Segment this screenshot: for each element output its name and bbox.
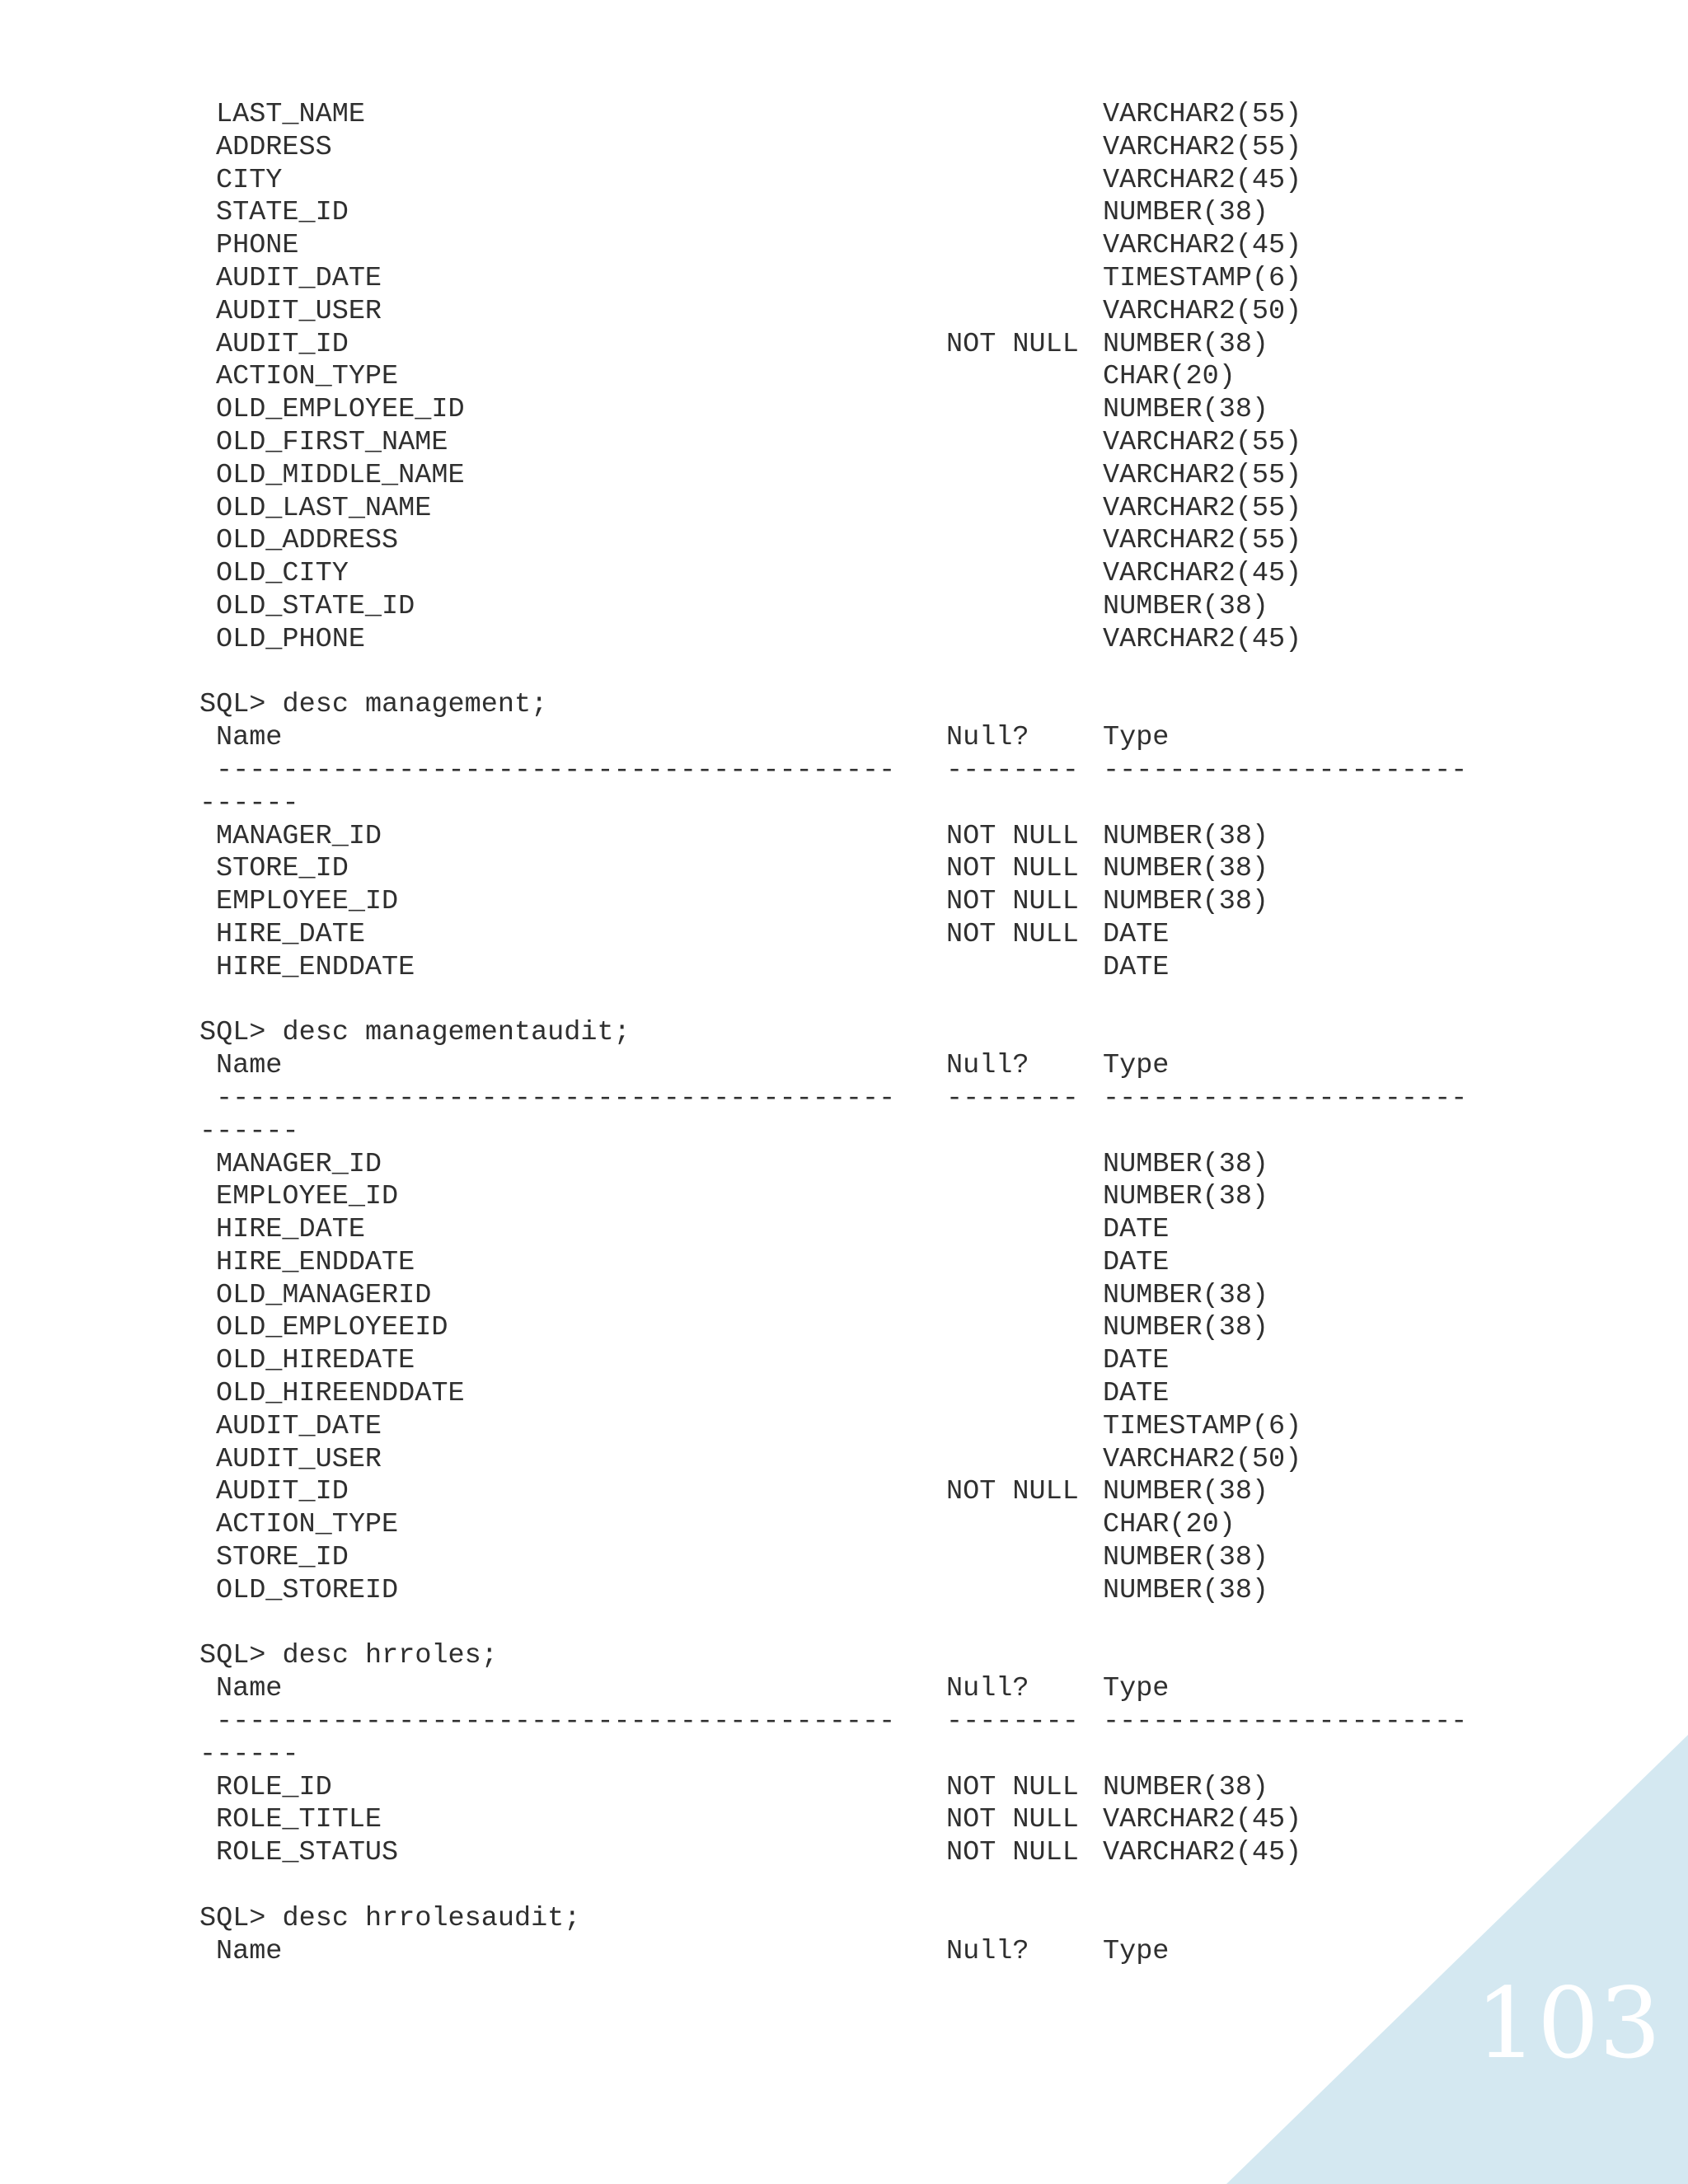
column-name: OLD_MIDDLE_NAME	[216, 459, 465, 491]
column-name: ROLE_STATUS	[216, 1837, 399, 1869]
column-row	[199, 1148, 1269, 1182]
column-name: AUDIT_USER	[216, 295, 382, 327]
separator-wrap-text: ------	[199, 787, 299, 819]
column-row	[199, 426, 1302, 460]
sql-command-text: SQL> desc hrroles;	[199, 1640, 498, 1672]
separator-wrap	[199, 1739, 631, 1772]
separator-name: -----------------------------------------	[216, 1706, 896, 1738]
column-row	[199, 459, 1302, 493]
column-name: AUDIT_DATE	[216, 262, 382, 294]
column-type: NUMBER(38)	[1103, 1542, 1269, 1574]
column-name: AUDIT_DATE	[216, 1410, 382, 1442]
column-name: EMPLOYEE_ID	[216, 886, 399, 918]
column-name: OLD_STATE_ID	[216, 590, 415, 622]
separator-name: -----------------------------------------	[216, 754, 896, 786]
column-type: NUMBER(38)	[1103, 328, 1269, 360]
column-row	[199, 623, 1302, 657]
column-row	[199, 1542, 1269, 1575]
header-type: Type	[1103, 1935, 1170, 1967]
column-name: ADDRESS	[216, 131, 332, 163]
column-type: VARCHAR2(55)	[1103, 492, 1302, 524]
column-row	[199, 361, 1236, 394]
column-type: DATE	[1103, 951, 1170, 983]
column-type: NUMBER(38)	[1103, 886, 1269, 918]
column-name: OLD_CITY	[216, 558, 349, 590]
column-row	[199, 1312, 1269, 1345]
table-header	[199, 722, 1170, 755]
column-row	[199, 394, 1269, 427]
column-type: NUMBER(38)	[1103, 197, 1269, 229]
blank-line	[199, 657, 631, 690]
separator-null: --------	[946, 1706, 1079, 1738]
separator-wrap	[199, 1116, 631, 1149]
column-name: STORE_ID	[216, 853, 349, 885]
table-header	[199, 1673, 1170, 1706]
column-row	[199, 886, 1269, 919]
separator-wrap-text: ------	[199, 1738, 299, 1770]
header-null: Null?	[946, 1673, 1029, 1705]
column-name: LAST_NAME	[216, 99, 365, 130]
column-row	[199, 1279, 1269, 1313]
column-row	[199, 590, 1269, 624]
column-type: VARCHAR2(45)	[1103, 623, 1302, 655]
column-type: DATE	[1103, 1345, 1170, 1377]
column-type: VARCHAR2(50)	[1103, 295, 1302, 327]
header-type: Type	[1103, 722, 1170, 754]
column-type: NUMBER(38)	[1103, 590, 1269, 622]
column-row	[199, 1214, 1170, 1247]
column-row	[199, 492, 1302, 526]
separator-null: --------	[946, 754, 1079, 786]
column-name: CITY	[216, 164, 283, 196]
sql-command-text: SQL> desc hrrolesaudit;	[199, 1902, 581, 1934]
column-null-constraint: NOT NULL	[946, 328, 1079, 360]
column-type: VARCHAR2(45)	[1103, 230, 1302, 262]
column-name: ACTION_TYPE	[216, 1509, 399, 1541]
column-name: ROLE_ID	[216, 1771, 332, 1803]
column-type: VARCHAR2(55)	[1103, 426, 1302, 458]
column-name: MANAGER_ID	[216, 1148, 382, 1180]
column-name: STATE_ID	[216, 197, 349, 229]
header-name: Name	[216, 1673, 283, 1705]
column-row	[199, 558, 1302, 591]
column-row	[199, 1509, 1236, 1542]
header-name: Name	[216, 722, 283, 754]
column-name: EMPLOYEE_ID	[216, 1181, 399, 1213]
column-row	[199, 525, 1302, 558]
column-type: NUMBER(38)	[1103, 394, 1269, 426]
column-null-constraint: NOT NULL	[946, 1837, 1079, 1869]
header-null: Null?	[946, 1050, 1029, 1082]
separator-name: -----------------------------------------	[216, 1082, 896, 1114]
header-type: Type	[1103, 1050, 1170, 1082]
column-null-constraint: NOT NULL	[946, 1804, 1079, 1836]
column-row	[199, 262, 1302, 296]
column-row	[199, 918, 1170, 952]
column-row	[199, 951, 1170, 985]
column-type: DATE	[1103, 1214, 1170, 1246]
column-null-constraint: NOT NULL	[946, 886, 1079, 918]
column-type: NUMBER(38)	[1103, 1181, 1269, 1213]
table-header	[199, 1050, 1170, 1083]
column-null-constraint: NOT NULL	[946, 820, 1079, 852]
column-name: AUDIT_USER	[216, 1443, 382, 1475]
sql-command-text: SQL> desc management;	[199, 689, 548, 721]
column-row	[199, 1476, 1269, 1509]
column-name: OLD_EMPLOYEE_ID	[216, 394, 465, 426]
header-null: Null?	[946, 722, 1029, 754]
sql-command	[199, 1640, 631, 1673]
column-row	[199, 1837, 1302, 1870]
column-name: AUDIT_ID	[216, 1476, 349, 1508]
separator-line	[199, 1706, 1468, 1739]
separator-null: --------	[946, 1082, 1079, 1114]
column-row	[199, 164, 1302, 198]
column-row	[199, 820, 1269, 854]
column-name: ROLE_TITLE	[216, 1804, 382, 1836]
column-row	[199, 230, 1302, 263]
column-row	[199, 1345, 1170, 1378]
column-row	[199, 1771, 1269, 1805]
column-name: OLD_MANAGERID	[216, 1279, 432, 1311]
column-name: HIRE_DATE	[216, 1214, 365, 1246]
column-name: OLD_FIRST_NAME	[216, 426, 448, 458]
column-name: OLD_ADDRESS	[216, 525, 399, 557]
column-type: CHAR(20)	[1103, 1509, 1236, 1541]
column-row	[199, 131, 1302, 165]
blank-line	[199, 1870, 631, 1903]
header-name: Name	[216, 1935, 283, 1967]
column-row	[199, 1574, 1269, 1608]
column-name: PHONE	[216, 230, 299, 262]
column-name: HIRE_ENDDATE	[216, 951, 415, 983]
blank-line	[199, 985, 631, 1018]
column-type: NUMBER(38)	[1103, 1771, 1269, 1803]
column-row	[199, 1246, 1170, 1280]
blank-line	[199, 1608, 631, 1641]
column-type: VARCHAR2(45)	[1103, 164, 1302, 196]
separator-type: ----------------------	[1103, 1706, 1468, 1738]
column-type: NUMBER(38)	[1103, 1148, 1269, 1180]
column-name: OLD_LAST_NAME	[216, 492, 432, 524]
column-type: NUMBER(38)	[1103, 1279, 1269, 1311]
column-type: NUMBER(38)	[1103, 1312, 1269, 1344]
column-type: NUMBER(38)	[1103, 1476, 1269, 1508]
column-type: DATE	[1103, 1378, 1170, 1410]
sql-command-text: SQL> desc managementaudit;	[199, 1017, 631, 1049]
sql-command	[199, 1903, 631, 1936]
column-null-constraint: NOT NULL	[946, 853, 1079, 885]
column-name: AUDIT_ID	[216, 328, 349, 360]
column-row	[199, 295, 1302, 329]
separator-line	[199, 754, 1468, 788]
header-null: Null?	[946, 1935, 1029, 1967]
page-number: 103	[1475, 1966, 1662, 2080]
column-row	[199, 1443, 1302, 1477]
column-name: OLD_HIREDATE	[216, 1345, 415, 1377]
column-name: OLD_STOREID	[216, 1574, 399, 1606]
column-null-constraint: NOT NULL	[946, 918, 1079, 950]
column-type: CHAR(20)	[1103, 361, 1236, 393]
sql-command	[199, 1017, 631, 1050]
column-row	[199, 197, 1269, 230]
separator-wrap-text: ------	[199, 1115, 299, 1147]
column-name: OLD_PHONE	[216, 623, 365, 655]
column-type: DATE	[1103, 918, 1170, 950]
column-type: VARCHAR2(55)	[1103, 99, 1302, 130]
column-type: TIMESTAMP(6)	[1103, 262, 1302, 294]
column-null-constraint: NOT NULL	[946, 1476, 1079, 1508]
column-type: VARCHAR2(45)	[1103, 558, 1302, 590]
column-name: MANAGER_ID	[216, 820, 382, 852]
table-header	[199, 1935, 1170, 1969]
column-row	[199, 1181, 1269, 1214]
column-row	[199, 1378, 1170, 1411]
column-name: OLD_HIREENDDATE	[216, 1378, 465, 1410]
column-null-constraint: NOT NULL	[946, 1771, 1079, 1803]
column-type: TIMESTAMP(6)	[1103, 1410, 1302, 1442]
column-type: VARCHAR2(55)	[1103, 459, 1302, 491]
separator-wrap	[199, 788, 631, 821]
separator-type: ----------------------	[1103, 754, 1468, 786]
column-row	[199, 1804, 1302, 1837]
column-name: ACTION_TYPE	[216, 361, 399, 393]
column-row	[199, 328, 1269, 362]
column-name: STORE_ID	[216, 1542, 349, 1574]
sql-output	[199, 99, 1468, 1968]
separator-type: ----------------------	[1103, 1082, 1468, 1114]
column-type: VARCHAR2(45)	[1103, 1837, 1302, 1869]
header-type: Type	[1103, 1673, 1170, 1705]
column-row	[199, 99, 1302, 132]
column-name: HIRE_ENDDATE	[216, 1246, 415, 1278]
column-type: NUMBER(38)	[1103, 853, 1269, 885]
column-type: VARCHAR2(45)	[1103, 1804, 1302, 1836]
column-type: NUMBER(38)	[1103, 1574, 1269, 1606]
column-type: VARCHAR2(50)	[1103, 1443, 1302, 1475]
column-type: VARCHAR2(55)	[1103, 525, 1302, 557]
column-name: OLD_EMPLOYEEID	[216, 1312, 448, 1344]
column-type: DATE	[1103, 1246, 1170, 1278]
separator-line	[199, 1082, 1468, 1116]
column-type: NUMBER(38)	[1103, 820, 1269, 852]
column-name: HIRE_DATE	[216, 918, 365, 950]
column-row	[199, 853, 1269, 886]
column-row	[199, 1410, 1302, 1444]
header-name: Name	[216, 1050, 283, 1082]
column-type: VARCHAR2(55)	[1103, 131, 1302, 163]
sql-command	[199, 689, 631, 722]
